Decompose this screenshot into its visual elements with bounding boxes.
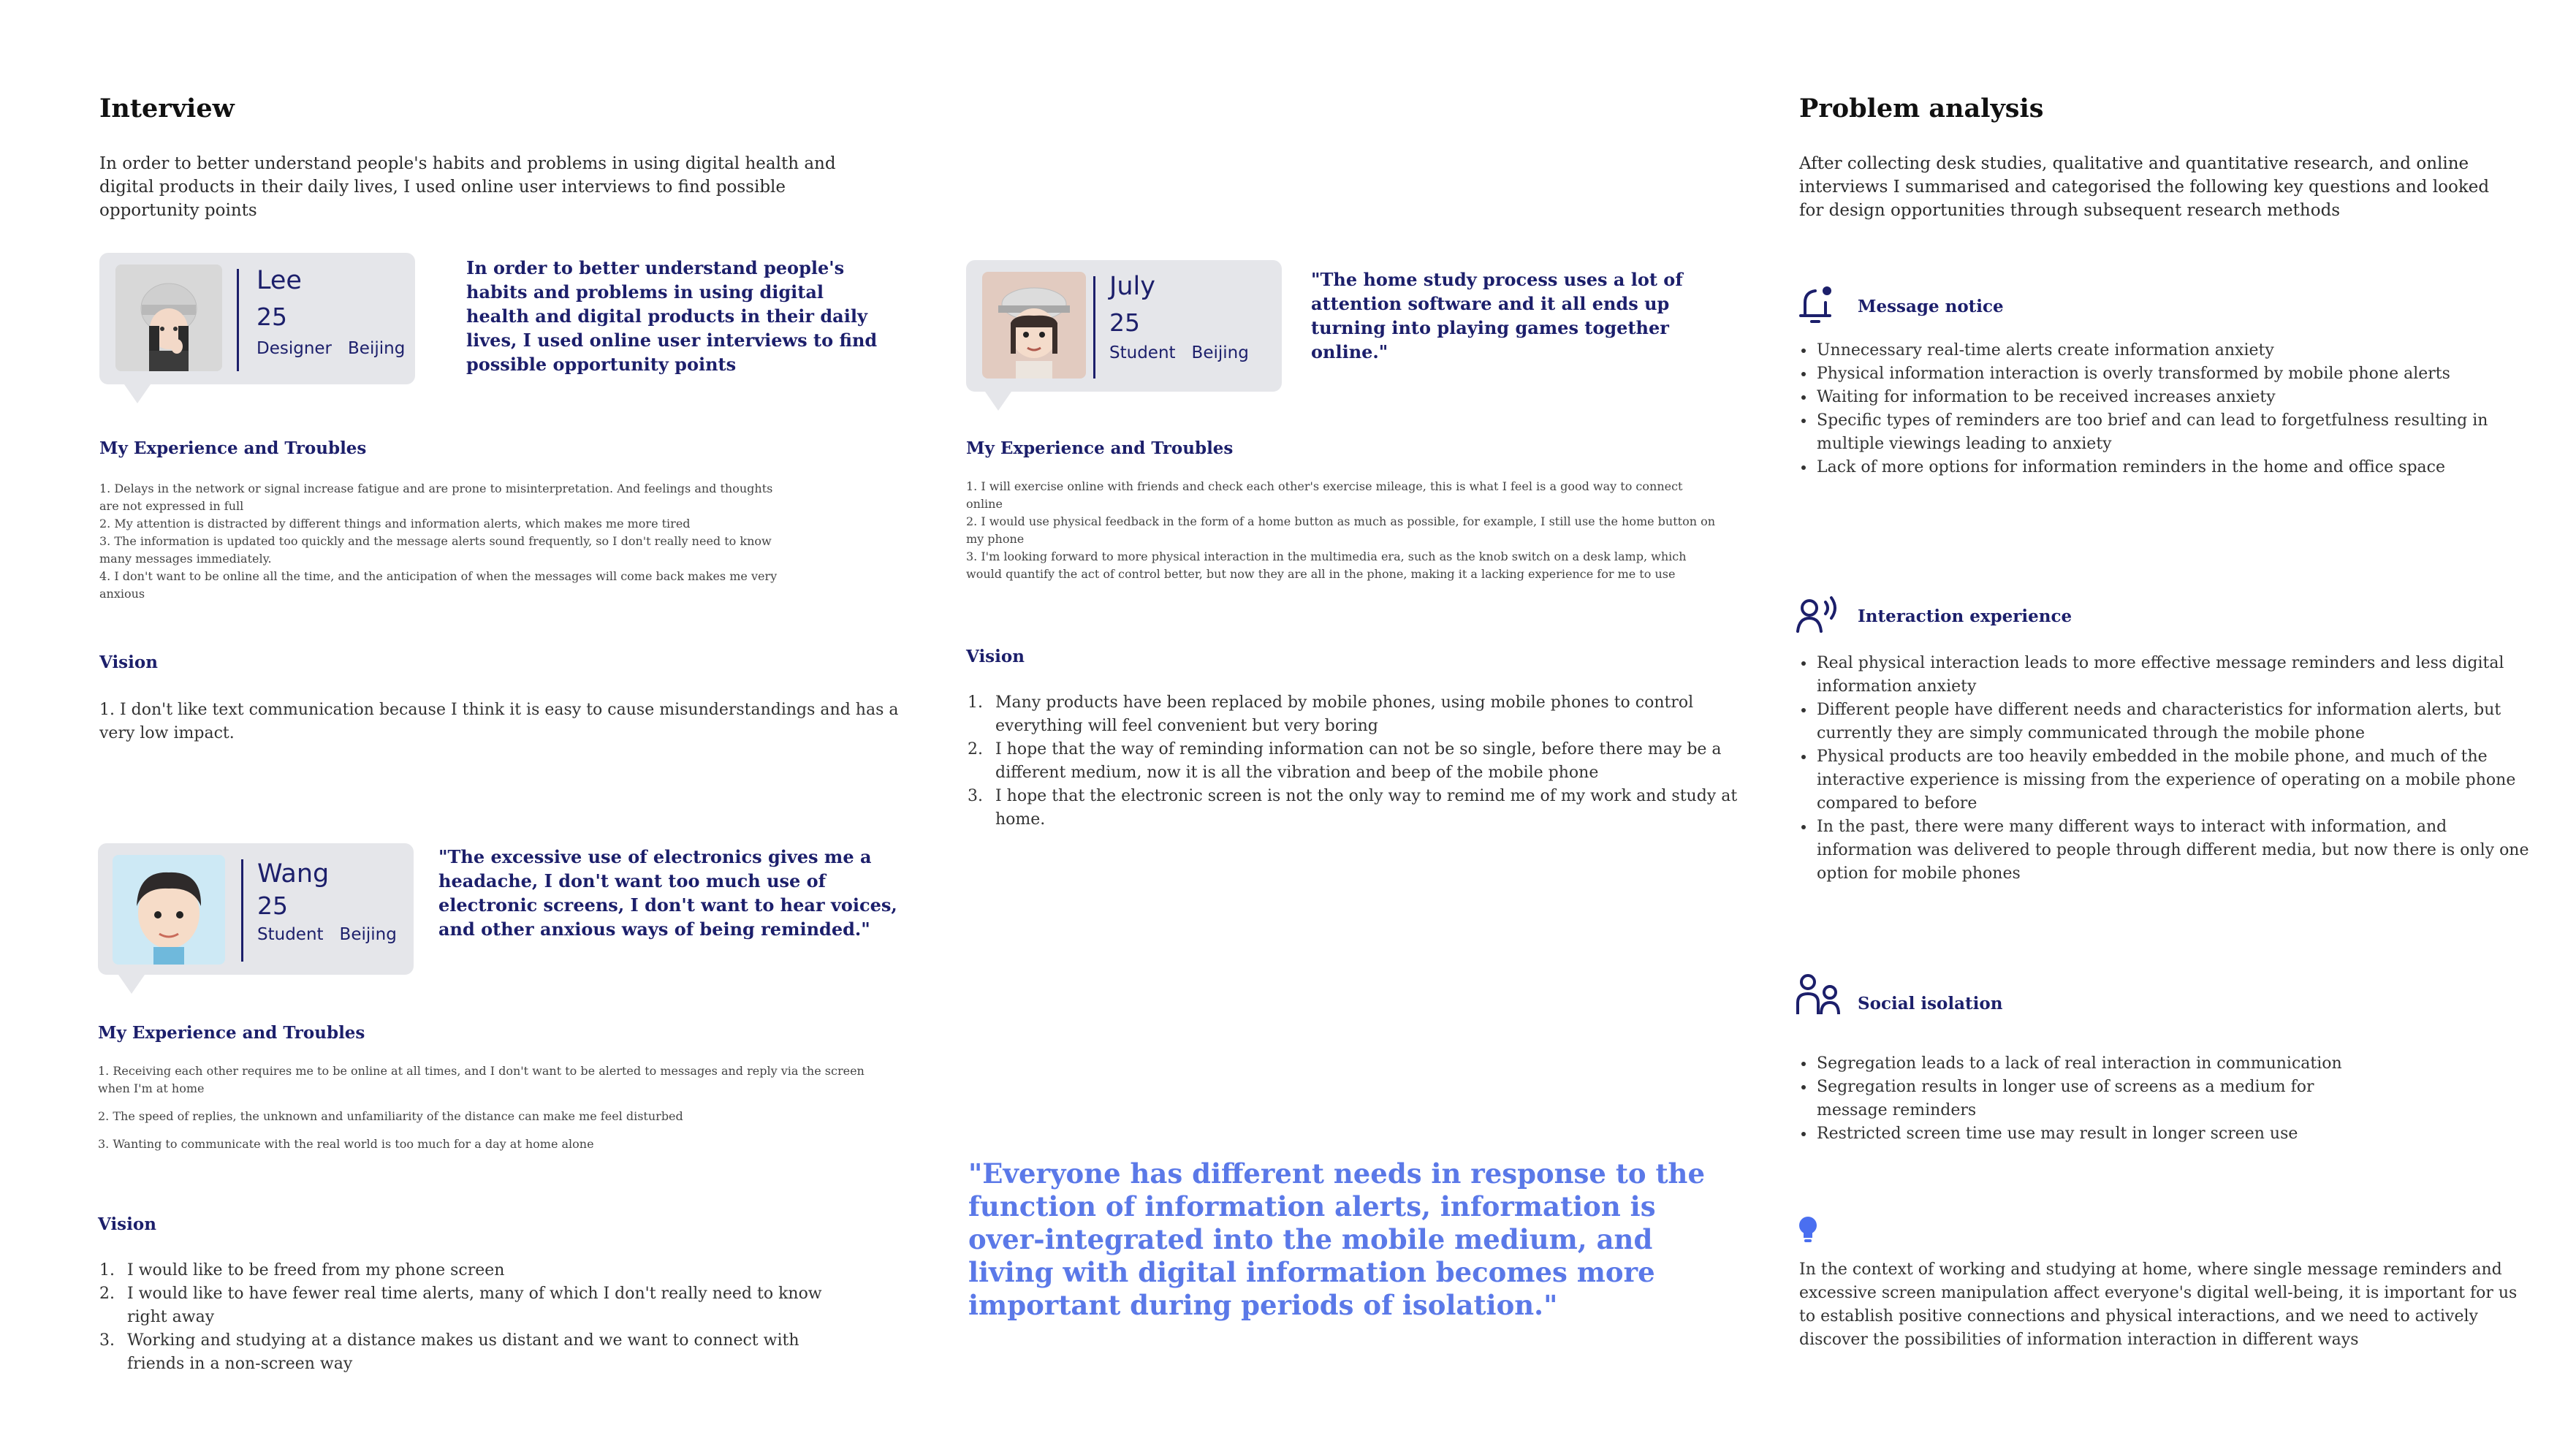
avatar-july bbox=[982, 272, 1086, 379]
card-tail bbox=[118, 975, 145, 994]
list-item: 3. The information is updated too quickly and the message alerts sound frequently, so I don't really need to know many messages immediately. bbox=[99, 534, 772, 566]
insight-text: In the context of working and studying at home, where single message reminders and excessive screen manipulation affect everyone's digital well-being, it is important for us to establish positive connections and physical interactions, and we need to actively discover the possibilities of information interaction in different ways bbox=[1799, 1260, 2518, 1349]
card-divider bbox=[1093, 276, 1095, 379]
persona-role-city bbox=[257, 925, 397, 944]
highlight-quote: "Everyone has different needs in response to the function of information alerts, information is over-integrated into the mobile medium, and living with digital information becomes more important during periods of isolation." bbox=[968, 1157, 1705, 1321]
persona-age: 25 bbox=[1109, 308, 1140, 337]
persona-name: July bbox=[1109, 272, 1155, 301]
list-item: 2. The speed of replies, the unknown and unfamiliarity of the distance can make me feel disturbed bbox=[98, 1109, 683, 1123]
vision-item-lee: 1. I don't like text communication because I think it is easy to cause misunderstandings and has a very low impact. bbox=[99, 701, 899, 742]
persona-role-city bbox=[257, 339, 405, 358]
troubles-list-july bbox=[966, 478, 1719, 583]
persona-card-lee bbox=[99, 253, 415, 384]
card-tail bbox=[124, 384, 151, 403]
problem-section bbox=[1799, 94, 2044, 123]
bell-notification-icon bbox=[1798, 285, 1836, 329]
persona-city: Beijing bbox=[1191, 343, 1249, 362]
list-item: • Physical products are too heavily embedded in the mobile phone, and much of the interactive experience is missing from the experience of operating on a mobile phone compared to before bbox=[1815, 745, 2546, 815]
vision-list-wang bbox=[98, 1259, 843, 1376]
persona-city: Beijing bbox=[339, 925, 397, 944]
list-item: 3. Working and studying at a distance makes us distant and we want to connect with friends in a non-screen way bbox=[120, 1329, 843, 1376]
list-item: • In the past, there were many different ways to interact with information, and information was delivered to people through different media, but now there is only one option for mobile phones bbox=[1815, 815, 2546, 886]
persona-name: Wang bbox=[257, 859, 330, 889]
list-item: • Specific types of reminders are too brief and can lead to forgetfulness resulting in multiple viewings leading to anxiety bbox=[1815, 409, 2531, 456]
list-item: • Segregation results in longer use of screens as a medium for message reminders bbox=[1815, 1076, 2458, 1122]
person-voice-icon bbox=[1796, 596, 1837, 637]
persona-city: Beijing bbox=[348, 339, 406, 358]
persona-quote-wang: "The excessive use of electronics gives me a headache, I don't want too much use of electronic screens, I don't want to hear voices, and other anxious ways of being reminded." bbox=[438, 846, 897, 940]
persona-card-wang bbox=[98, 843, 414, 975]
list-item: • Segregation leads to a lack of real interaction in communication bbox=[1815, 1052, 2458, 1076]
persona-card-july bbox=[966, 260, 1282, 392]
section-title-message: Message notice bbox=[1858, 297, 2004, 316]
vision-list-july bbox=[966, 691, 1741, 832]
interview-title: Interview bbox=[99, 94, 235, 123]
list-item: 3. I'm looking forward to more physical interaction in the multimedia era, such as the knob switch on a desk lamp, which would quantify the act of control better, but now they are all in the phone, making it a lacking experience for me to use bbox=[966, 549, 1687, 581]
avatar-wang bbox=[113, 855, 225, 965]
list-message bbox=[1796, 339, 2531, 479]
list-item: • Real physical interaction leads to more effective message reminders and less digital information anxiety bbox=[1815, 652, 2546, 699]
persona-name: Lee bbox=[257, 266, 302, 295]
list-item: 2. I hope that the way of reminding information can not be so single, before there may be a different medium, now it is all the vibration and beep of the mobile phone bbox=[988, 738, 1741, 785]
persona-age: 25 bbox=[257, 303, 287, 331]
list-item: 1. Receiving each other requires me to be online at all times, and I don't want to be alerted to messages and reply via the screen when I'm at home bbox=[98, 1064, 865, 1095]
troubles-title-july: My Experience and Troubles bbox=[966, 438, 1234, 458]
list-item: 1. I will exercise online with friends and check each other's exercise mileage, this is what I feel is a good way to connect online bbox=[966, 479, 1683, 511]
persona-quote-july: "The home study process uses a lot of attention software and it all ends up turning into playing games together online." bbox=[1311, 269, 1683, 362]
persona-role: Designer bbox=[257, 339, 333, 358]
list-item: • Lack of more options for information reminders in the home and office space bbox=[1815, 456, 2531, 479]
section-title-interaction: Interaction experience bbox=[1858, 606, 2072, 626]
list-item: 2. I would use physical feedback in the form of a home button as much as possible, for example, I still use the home button on my phone bbox=[966, 514, 1716, 546]
lightbulb-icon bbox=[1798, 1216, 1818, 1248]
list-item: 1. Delays in the network or signal increase fatigue and are prone to misinterpretation. And feelings and thoughts are not expressed in full bbox=[99, 482, 773, 513]
troubles-title-wang: My Experience and Troubles bbox=[98, 1023, 365, 1043]
troubles-list-lee bbox=[99, 480, 794, 603]
section-title-social: Social isolation bbox=[1858, 994, 2003, 1013]
list-item: • Restricted screen time use may result in longer screen use bbox=[1815, 1122, 2458, 1146]
list-item: • Physical information interaction is overly transformed by mobile phone alerts bbox=[1815, 362, 2531, 386]
people-group-icon bbox=[1796, 973, 1840, 1019]
list-item: 3. I hope that the electronic screen is not the only way to remind me of my work and study at home. bbox=[988, 785, 1741, 832]
list-item: • Different people have different needs and characteristics for information alerts, but currently they are simply communicated through the mobile phone bbox=[1815, 699, 2546, 745]
card-divider bbox=[241, 859, 243, 962]
persona-role: Student bbox=[1109, 343, 1176, 362]
avatar-lee bbox=[115, 265, 222, 371]
list-item: 2. I would like to have fewer real time alerts, many of which I don't really need to know right away bbox=[120, 1282, 843, 1329]
persona-role: Student bbox=[257, 925, 324, 944]
vision-title-wang: Vision bbox=[98, 1214, 156, 1234]
list-item: • Waiting for information to be received increases anxiety bbox=[1815, 386, 2531, 409]
troubles-list-wang bbox=[98, 1062, 865, 1153]
list-item: 3. Wanting to communicate with the real world is too much for a day at home alone bbox=[98, 1137, 594, 1151]
card-divider bbox=[237, 269, 239, 371]
vision-title-july: Vision bbox=[966, 647, 1025, 666]
list-item: 1. Many products have been replaced by mobile phones, using mobile phones to control everything will feel convenient but very boring bbox=[988, 691, 1741, 738]
persona-role-city bbox=[1109, 343, 1249, 362]
interview-section bbox=[99, 94, 235, 123]
persona-quote-lee: In order to better understand people's habits and problems in using digital health and digital products in their daily lives, I used online user interviews to find possible opportunity points bbox=[466, 257, 878, 375]
list-interaction bbox=[1796, 652, 2546, 886]
list-item: 1. I would like to be freed from my phone screen bbox=[120, 1259, 843, 1282]
interview-intro: In order to better understand people's habits and problems in using digital health and digital products in their daily lives, I used online user interviews to find possible opportunity points bbox=[99, 154, 836, 220]
list-item: 4. I don't want to be online all the time, and the anticipation of when the messages will come back makes me very anxious bbox=[99, 569, 778, 601]
list-item: • Unnecessary real-time alerts create information anxiety bbox=[1815, 339, 2531, 362]
card-tail bbox=[985, 392, 1011, 411]
list-social bbox=[1796, 1052, 2458, 1146]
vision-title-lee: Vision bbox=[99, 653, 158, 672]
troubles-title-lee: My Experience and Troubles bbox=[99, 438, 367, 458]
problem-title: Problem analysis bbox=[1799, 94, 2044, 123]
problem-intro: After collecting desk studies, qualitative and quantitative research, and online interviews I summarised and categorised the following key questions and looked for design opportunities through subsequent research methods bbox=[1799, 154, 2490, 220]
persona-age: 25 bbox=[257, 891, 288, 920]
list-item: 2. My attention is distracted by different things and information alerts, which makes me more tired bbox=[99, 517, 691, 530]
